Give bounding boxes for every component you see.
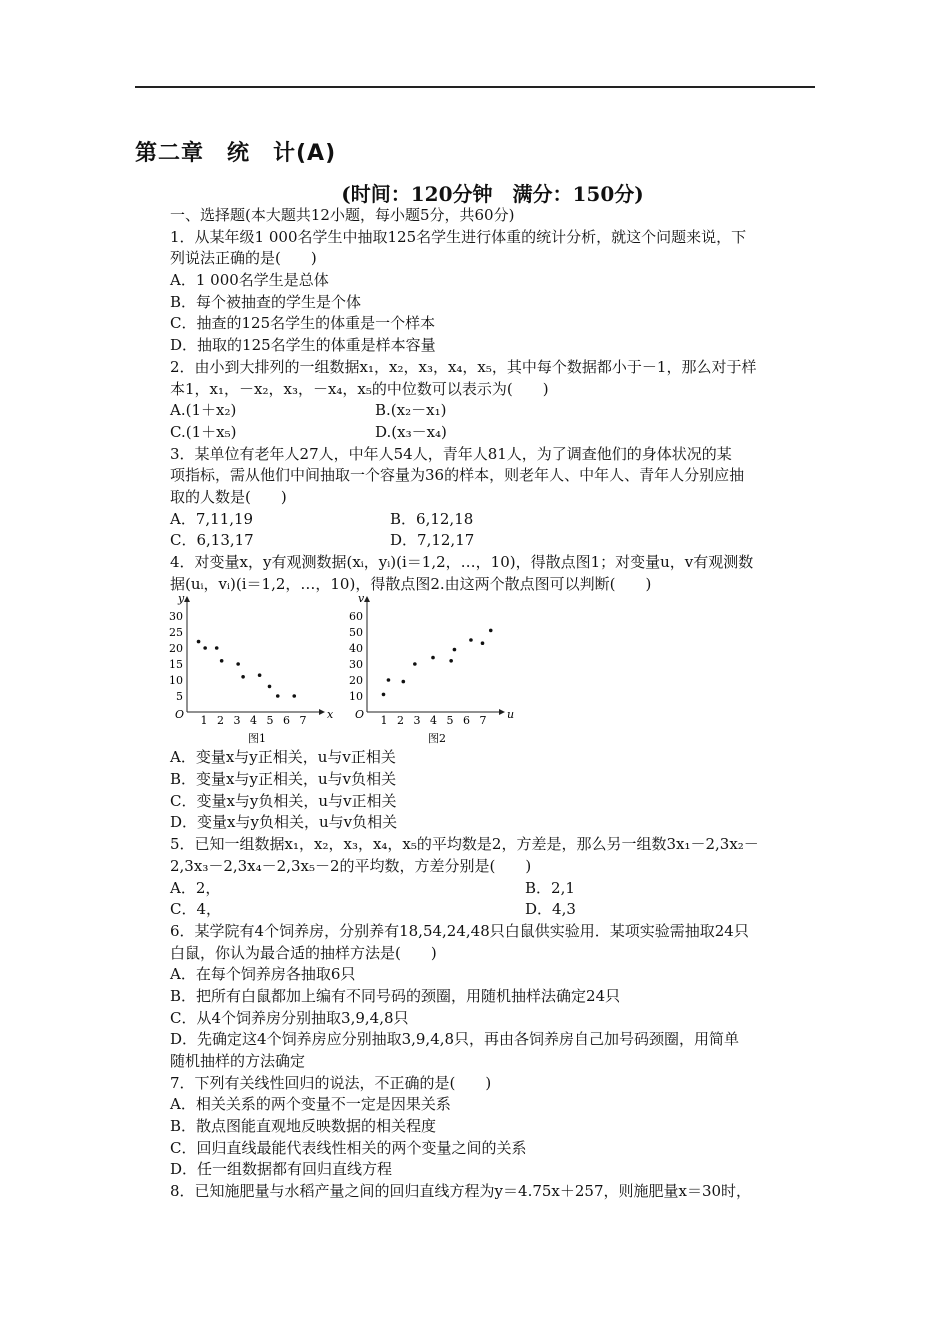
- option: B．6,12,18: [390, 509, 474, 528]
- x-arrow: [499, 709, 505, 715]
- option: C．回归直线最能代表线性相关的两个变量之间的关系: [170, 1138, 527, 1157]
- x-arrow: [319, 709, 325, 715]
- option: A．在每个饲养房各抽取6只: [170, 965, 356, 984]
- option: D．任一组数据都有回归直线方程: [170, 1160, 393, 1179]
- y-arrow: [184, 596, 190, 602]
- x-tick-label: 2: [217, 714, 224, 728]
- scatter-point: [449, 659, 453, 663]
- section-heading: 一、选择题(本大题共12小题，每小题5分，共60分): [170, 206, 515, 224]
- text-line: 2．由小到大排列的一组数据x₁，x₂，x₃，x₄，x₅，其中每个数据都小于－1，那么对于样: [170, 357, 757, 376]
- text-line: 白鼠，你认为最合适的抽样方法是( ): [170, 943, 437, 962]
- text-line: 随机抽样的方法确定: [170, 1052, 306, 1070]
- scatter-point: [215, 647, 219, 651]
- text-line: 8．已知施肥量与水稻产量之间的回归直线方程为y＝4.75x＋257，则施肥量x＝30时，: [170, 1182, 752, 1201]
- option: D．4,3: [525, 900, 576, 919]
- x-axis-label: u: [507, 708, 515, 722]
- scatter-point: [197, 640, 201, 644]
- option: C．从4个饲养房分别抽取3,9,4,8只: [170, 1008, 409, 1027]
- y-axis-label: y: [178, 592, 185, 606]
- y-tick-label: 50: [349, 626, 363, 640]
- option: C．4，: [170, 900, 222, 919]
- y-tick-label: 25: [169, 626, 183, 640]
- x-tick-label: 1: [200, 714, 208, 728]
- text-line: 6．某学院有4个饲养房，分别养有18,54,24,48只白鼠供实验用．某项实验需抽取24只: [170, 921, 749, 940]
- exam-subtitle: (时间：120分钟 满分：150分): [341, 182, 644, 206]
- x-tick-label: 7: [299, 714, 307, 728]
- scatter-point: [431, 656, 435, 660]
- x-tick-label: 4: [430, 714, 437, 728]
- y-arrow: [364, 596, 370, 602]
- option: D．先确定这4个饲养房应分别抽取3,9,4,8只，再由各饲养房自己加号码颈圈，用简单: [170, 1030, 740, 1049]
- x-axis-label: x: [327, 708, 334, 722]
- origin-label: O: [175, 708, 185, 722]
- x-tick-label: 1: [380, 714, 388, 728]
- scatter-point: [258, 674, 262, 678]
- scatter-point: [203, 647, 207, 651]
- text-line: 4．对变量x，y有观测数据(xᵢ，yᵢ)(i＝1,2，…，10)，得散点图1；对变量u，v有观测数: [170, 553, 754, 571]
- y-tick-label: 40: [349, 642, 363, 656]
- x-tick-label: 5: [266, 714, 274, 728]
- x-tick-label: 5: [446, 714, 454, 728]
- origin-label: O: [355, 708, 365, 722]
- scatter-point: [276, 695, 280, 699]
- option: B．把所有白鼠都加上编有不同号码的颈圈，用随机抽样法确定24只: [170, 986, 621, 1005]
- text-line: 2,3x₃－2,3x₄－2,3x₅－2的平均数，方差分别是( ): [170, 856, 532, 875]
- figure-caption: 图2: [428, 732, 446, 746]
- text-line: 据(uᵢ，vᵢ)(i＝1,2，…，10)，得散点图2.由这两个散点图可以判断( ): [170, 574, 652, 593]
- text-line: 7．下列有关线性回归的说法，不正确的是( ): [170, 1073, 492, 1092]
- scatter-point: [402, 680, 406, 684]
- text-line: 5．已知一组数据x₁，x₂，x₃，x₄，x₅的平均数是2，方差是，那么另一组数3x₁－2,3x₂－: [170, 835, 759, 854]
- scatter-plots: [169, 592, 515, 747]
- option: B.(x₂－x₁): [375, 401, 447, 420]
- option: A．2，: [170, 878, 221, 897]
- scatter-figures: [169, 592, 820, 747]
- option: A．1 000名学生是总体: [170, 271, 329, 290]
- option: B．散点图能直观地反映数据的相关程度: [170, 1117, 437, 1136]
- x-tick-label: 3: [413, 714, 421, 728]
- exam-body: [170, 205, 820, 1203]
- y-tick-label: 20: [349, 674, 363, 688]
- y-tick-label: 20: [169, 642, 183, 656]
- option-row: [170, 400, 820, 422]
- x-tick-label: 4: [250, 714, 257, 728]
- option: B．2,1: [525, 878, 575, 897]
- option-row: [170, 530, 820, 552]
- scatter-point: [236, 663, 240, 667]
- option: C.(1＋x₅): [170, 422, 237, 441]
- option: D.(x₃－x₄): [375, 422, 447, 441]
- option: A.(1＋x₂): [170, 401, 237, 420]
- header-rule: [135, 86, 815, 88]
- x-tick-label: 6: [463, 714, 470, 728]
- option: D．变量x与y负相关，u与v负相关: [170, 813, 398, 832]
- y-tick-label: 15: [169, 658, 183, 672]
- scatter-point: [382, 693, 386, 697]
- text-line: 项指标，需从他们中间抽取一个容量为36的样本，则老年人、中年人、青年人分别应抽: [170, 466, 745, 485]
- scatter-point: [220, 659, 224, 663]
- text-line: 3．某单位有老年人27人，中年人54人，青年人81人，为了调查他们的身体状况的某: [170, 444, 732, 463]
- y-tick-label: 5: [176, 690, 183, 704]
- option: A．变量x与y正相关，u与v正相关: [170, 748, 396, 767]
- option: A．相关关系的两个变量不一定是因果关系: [170, 1095, 451, 1114]
- option: D．7,12,17: [390, 531, 475, 550]
- y-tick-label: 30: [169, 610, 183, 624]
- text-line: 本1，x₁，－x₂，x₃，－x₄，x₅的中位数可以表示为( ): [170, 379, 549, 398]
- option: C．抽查的125名学生的体重是一个样本: [170, 314, 436, 333]
- scatter-point: [292, 695, 296, 699]
- x-tick-label: 3: [233, 714, 241, 728]
- x-tick-label: 7: [479, 714, 487, 728]
- scatter-point: [268, 685, 272, 689]
- scatter-point: [489, 629, 493, 633]
- option-row: [170, 899, 820, 921]
- y-axis-label: v: [358, 592, 365, 606]
- text-line: 列说法正确的是( ): [170, 249, 317, 268]
- y-tick-label: 10: [349, 690, 363, 704]
- option: C．变量x与y负相关，u与v正相关: [170, 791, 397, 810]
- x-tick-label: 6: [283, 714, 290, 728]
- option: B．每个被抽查的学生是个体: [170, 292, 362, 311]
- y-tick-label: 30: [349, 658, 363, 672]
- scatter-point: [387, 679, 391, 683]
- scatter-point: [413, 663, 417, 667]
- text-line: 1．从某年级1 000名学生中抽取125名学生进行体重的统计分析，就这个问题来说，下: [170, 227, 747, 246]
- y-tick-label: 60: [349, 610, 363, 624]
- scatter-point: [481, 642, 485, 646]
- option: D．抽取的125名学生的体重是样本容量: [170, 336, 436, 355]
- figure-caption: 图1: [248, 732, 266, 746]
- scatter-point: [241, 675, 245, 679]
- option: C．6,13,17: [170, 531, 254, 550]
- option: A．7,11,19: [170, 509, 254, 528]
- x-tick-label: 2: [397, 714, 404, 728]
- option-row: [170, 878, 820, 900]
- scatter-point: [453, 648, 457, 652]
- option: B．变量x与y正相关，u与v负相关: [170, 770, 397, 789]
- option-row: [170, 422, 820, 444]
- text-line: 取的人数是( ): [170, 487, 287, 506]
- y-tick-label: 10: [169, 674, 183, 688]
- scatter-point: [469, 639, 473, 643]
- chapter-title: 第二章 统 计(A): [135, 141, 337, 166]
- option-row: [170, 509, 820, 531]
